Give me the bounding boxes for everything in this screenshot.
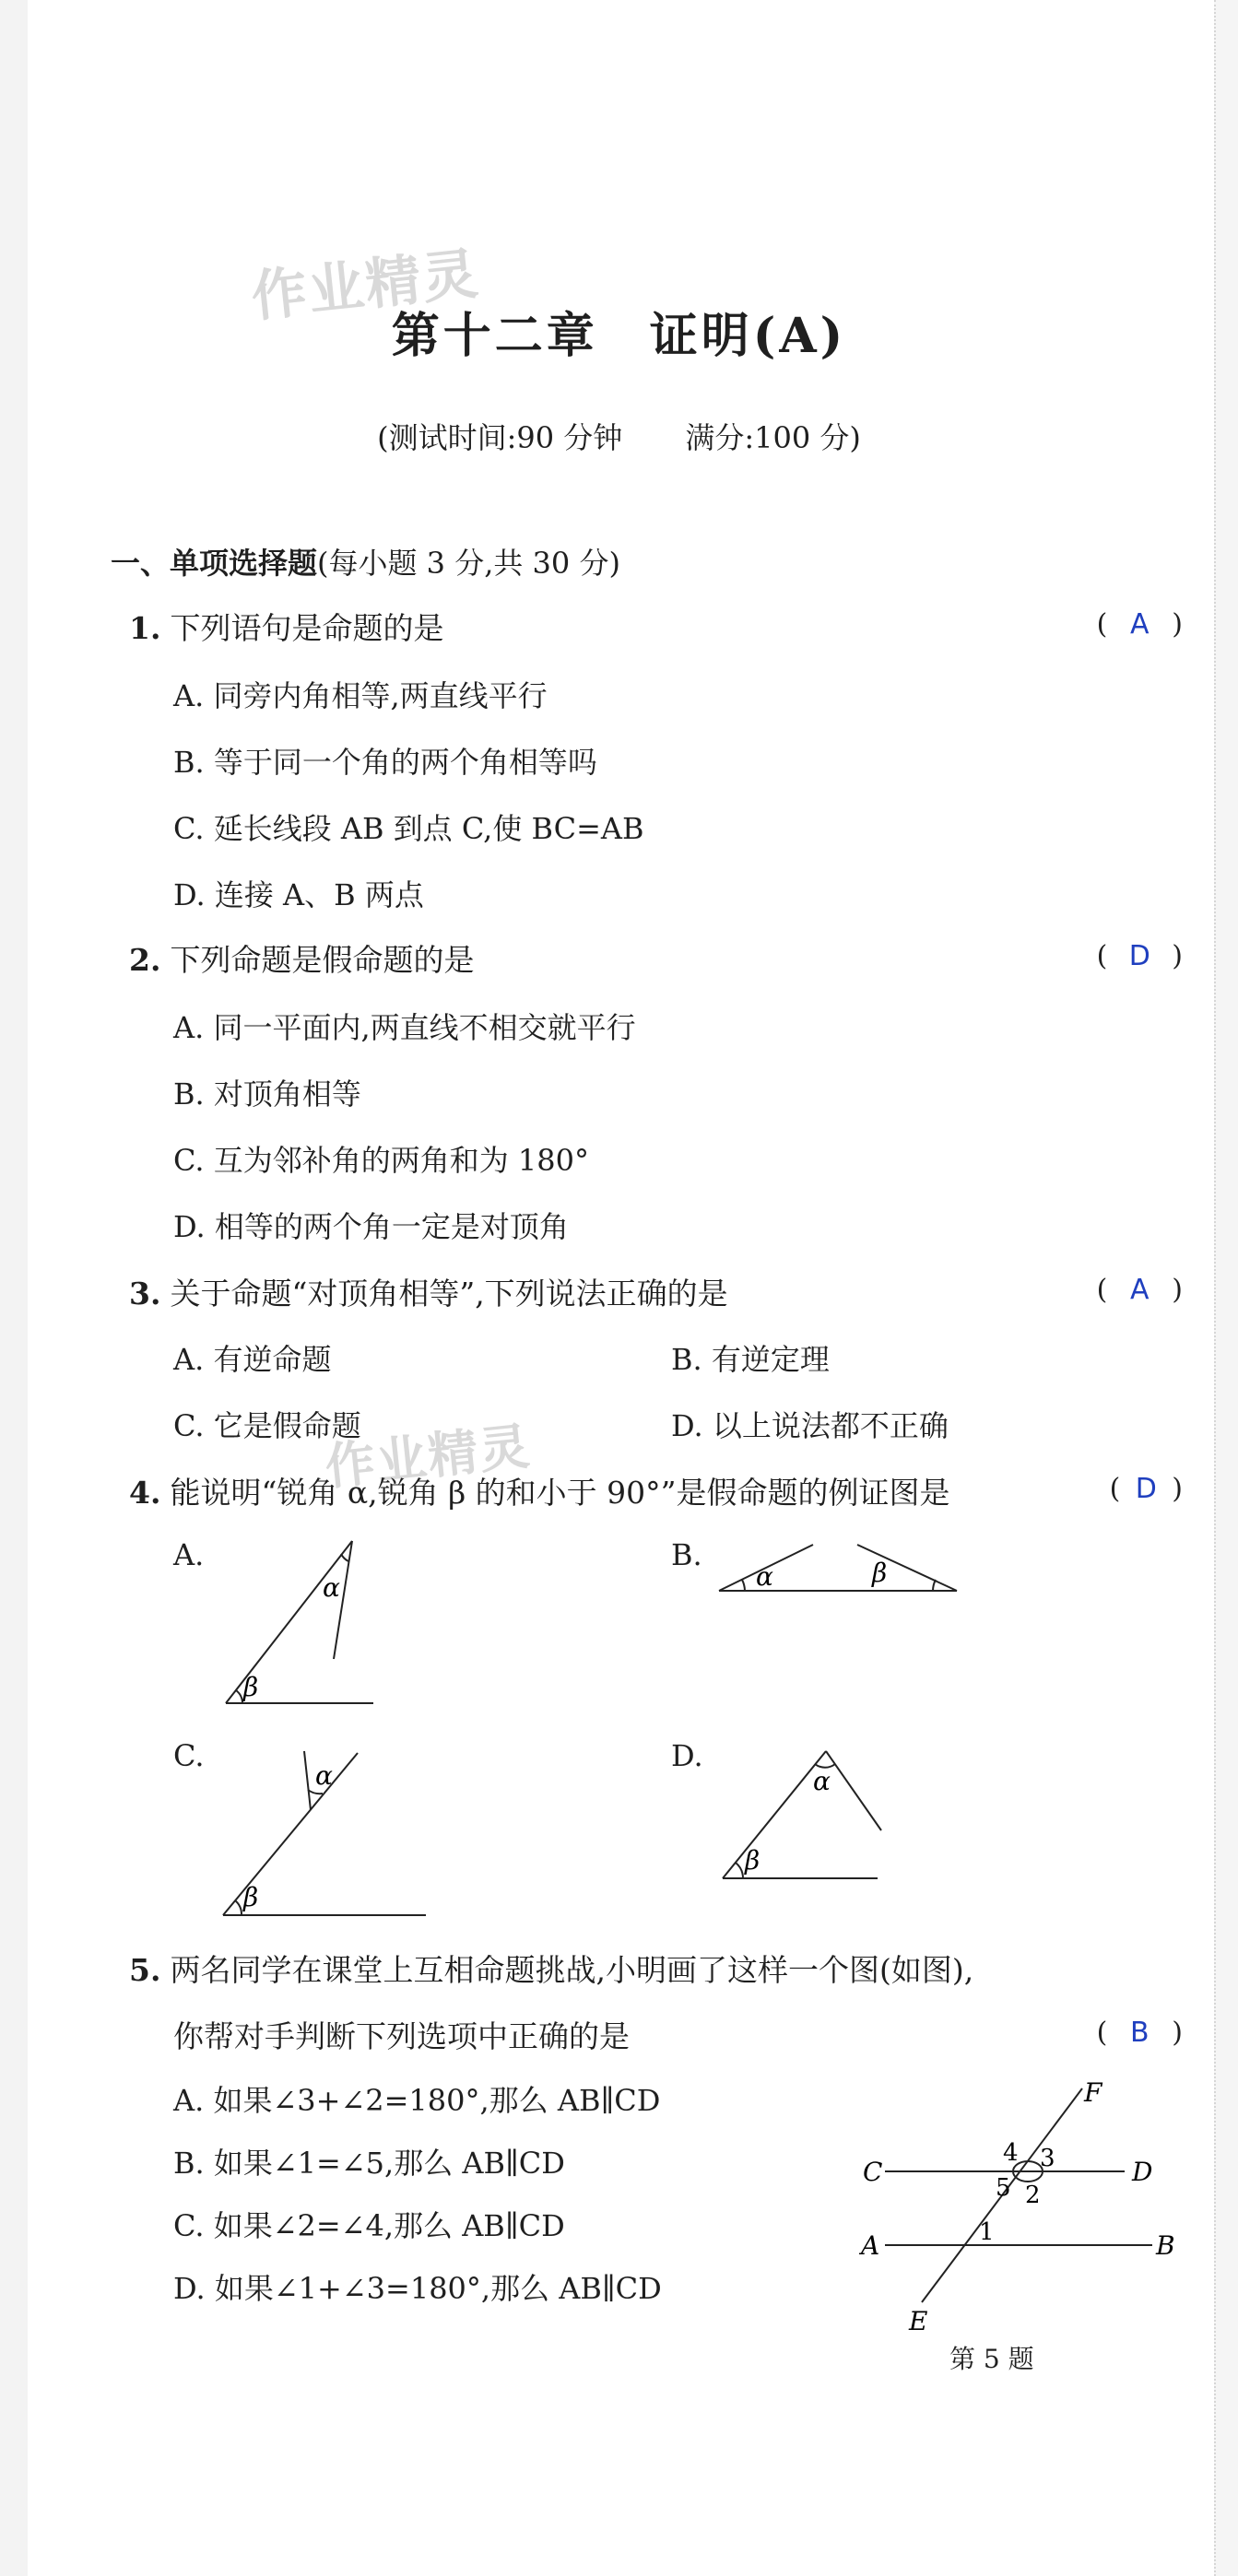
angle-1: 1: [979, 2218, 995, 2246]
alpha-label: α: [813, 1766, 831, 1796]
question-5-line2: 你帮对手判断下列选项中正确的是: [173, 2018, 630, 2054]
angle-3: 3: [1040, 2145, 1055, 2172]
option: D. 如果∠1+∠3=180°,那么 AB∥CD: [173, 2271, 662, 2306]
answer-bracket-5: ( B ): [1096, 2017, 1183, 2049]
watermark: 作业精灵: [322, 1417, 535, 1497]
question-4: 4. 能说明“锐角 α,锐角 β 的和小于 90°”是假命题的例证图是: [129, 1475, 950, 1511]
figure-c: [212, 1742, 433, 1926]
angle-2: 2: [1025, 2182, 1041, 2209]
angle-4: 4: [1003, 2139, 1019, 2167]
answer-bracket-2: ( D ): [1096, 940, 1183, 972]
option: B. 等于同一个角的两个角相等吗: [173, 745, 597, 780]
figure-b-label: B.: [671, 1537, 702, 1572]
question-5: 5. 两名同学在课堂上互相命题挑战,小明画了这样一个图(如图),: [129, 1952, 974, 1988]
test-info: [0, 415, 1238, 457]
section-heading: [111, 540, 620, 582]
figure-d: [710, 1742, 894, 1889]
option: C. 它是假命题: [173, 1408, 361, 1443]
question-stem: 下列命题是假命题的是: [170, 942, 475, 978]
option: C. 如果∠2=∠4,那么 AB∥CD: [173, 2208, 565, 2243]
option: B. 如果∠1=∠5,那么 AB∥CD: [173, 2146, 565, 2181]
page-title: 第十二章 证明(A): [391, 308, 847, 364]
figure-c-label: C.: [173, 1738, 205, 1773]
answer-letter: A: [1130, 608, 1150, 641]
option: A. 如果∠3+∠2=180°,那么 AB∥CD: [173, 2083, 661, 2118]
option: A. 同一平面内,两直线不相交就平行: [173, 1010, 636, 1045]
point-b: B: [1156, 2230, 1175, 2261]
figure-q5: [848, 2070, 1189, 2337]
angle-5: 5: [996, 2174, 1011, 2202]
point-f: F: [1084, 2077, 1102, 2108]
option: A. 有逆命题: [173, 1342, 332, 1377]
option: C. 互为邻补角的两角和为 180°: [173, 1143, 589, 1178]
section-note: (每小题 3 分,共 30 分): [317, 546, 620, 581]
answer-bracket-4: ( D ): [1109, 1473, 1183, 1505]
figure-caption: 第 5 题: [949, 2344, 1034, 2374]
beta-label: β: [243, 1882, 259, 1912]
question-1: 1. 下列语句是命题的是: [129, 610, 444, 646]
option: B. 有逆定理: [671, 1342, 830, 1377]
point-d: D: [1132, 2157, 1153, 2187]
watermark: 作业精灵: [248, 241, 483, 330]
option: A. 同旁内角相等,两直线平行: [173, 678, 548, 713]
option: C. 延长线段 AB 到点 C,使 BC=AB: [173, 811, 644, 846]
point-c: C: [863, 2157, 883, 2187]
option: D. 连接 A、B 两点: [173, 877, 424, 912]
full-score: 满分:100 分): [685, 420, 861, 455]
page-left-shadow: [0, 0, 28, 2576]
option: D. 以上说法都不正确: [671, 1408, 949, 1443]
question-stem: 能说明“锐角 α,锐角 β 的和小于 90°”是假命题的例证图是: [170, 1475, 950, 1511]
figure-a-label: A.: [173, 1537, 205, 1572]
question-stem: 两名同学在课堂上互相命题挑战,小明画了这样一个图(如图),: [170, 1952, 974, 1988]
alpha-label: α: [315, 1760, 333, 1791]
question-stem: 下列语句是命题的是: [170, 610, 444, 646]
answer-letter: A: [1130, 1274, 1150, 1306]
alpha-label: α: [323, 1572, 340, 1603]
test-time: (测试时间:90 分钟: [377, 420, 623, 455]
beta-label: β: [243, 1672, 259, 1702]
beta-label: β: [872, 1558, 888, 1588]
answer-bracket-1: ( A ): [1096, 608, 1183, 641]
question-stem: 关于命题“对顶角相等”,下列说法正确的是: [170, 1276, 728, 1312]
answer-bracket-3: ( A ): [1096, 1274, 1183, 1306]
answer-letter: D: [1135, 1473, 1157, 1505]
figure-b: [710, 1534, 968, 1598]
page-right-binding: [1214, 0, 1238, 2576]
point-e: E: [909, 2306, 928, 2336]
answer-letter: D: [1128, 940, 1150, 972]
point-a: A: [861, 2230, 880, 2261]
figure-a: [212, 1530, 396, 1714]
question-3: 3. 关于命题“对顶角相等”,下列说法正确的是: [129, 1276, 728, 1312]
beta-label: β: [745, 1845, 760, 1876]
alpha-label: α: [756, 1561, 773, 1592]
section-title: 一、单项选择题: [111, 546, 318, 581]
option: B. 对顶角相等: [173, 1076, 361, 1112]
answer-letter: B: [1129, 2017, 1150, 2049]
question-2: 2. 下列命题是假命题的是: [129, 942, 475, 978]
figure-d-label: D.: [671, 1738, 703, 1773]
option: D. 相等的两个角一定是对顶角: [173, 1209, 569, 1244]
